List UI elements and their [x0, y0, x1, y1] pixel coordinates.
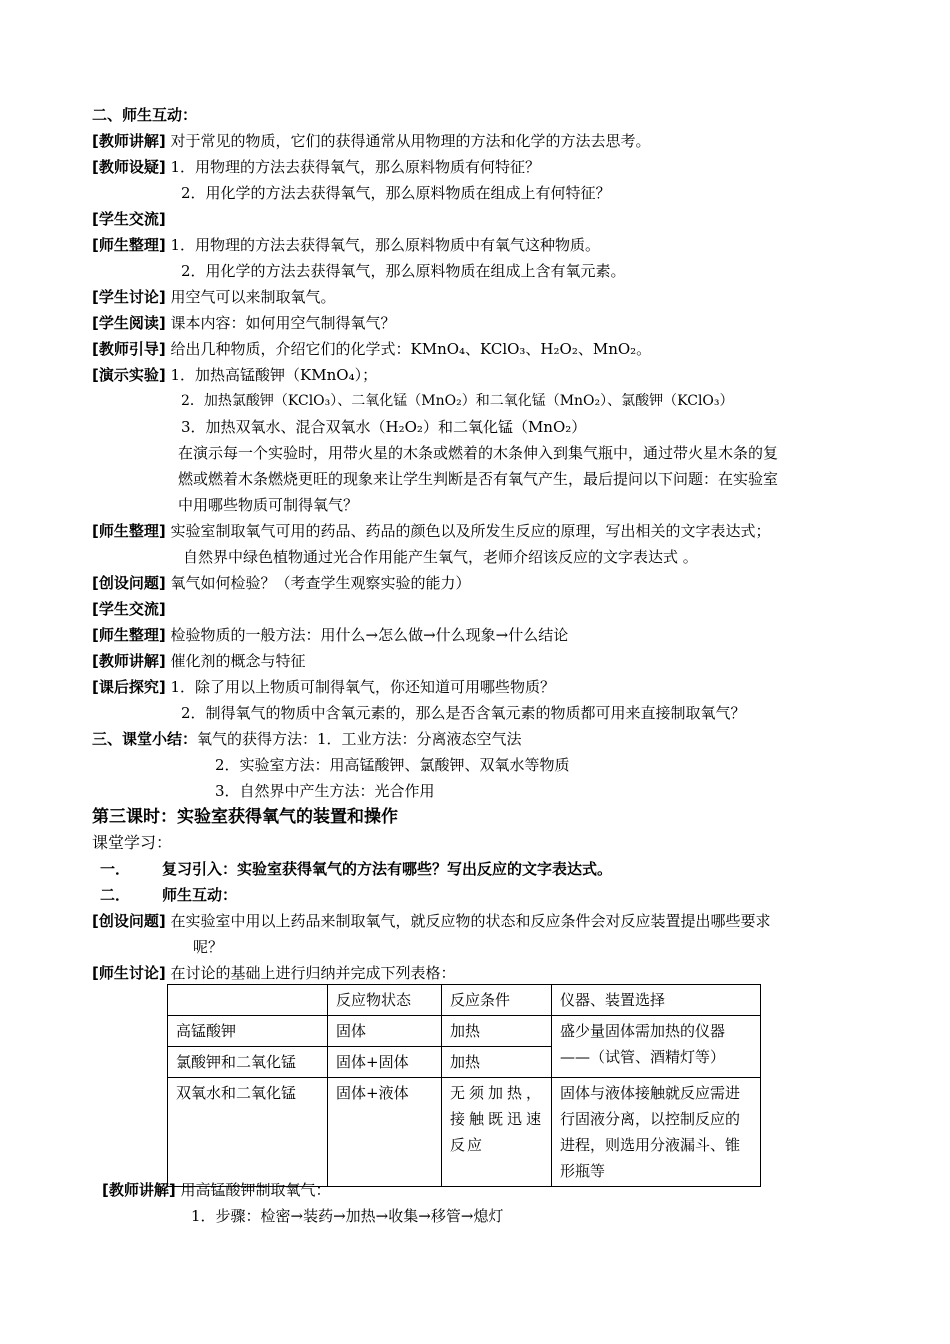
label-tag: [学生交流]: [92, 210, 166, 228]
paragraph-line: [92, 206, 166, 232]
line-text: 1．用物理的方法去获得氧气，那么原料物质中有氧气这种物质。: [170, 236, 601, 254]
paragraph-line: [178, 440, 778, 466]
paragraph-line: [92, 232, 600, 258]
label-tag: [教师讲解]: [92, 132, 166, 150]
table-cell: 加热: [442, 1016, 552, 1047]
paragraph-line: [181, 180, 611, 206]
line-text: 2．制得氧气的物质中含氧元素的，那么是否含氧元素的物质都可用来直接制取氧气？: [181, 704, 746, 722]
table-cell: 固体: [328, 1016, 442, 1047]
line-text: 给出几种物质，介绍它们的化学式：KMnO₄、KClO₃、H₂O₂、MnO₂。: [170, 340, 652, 358]
line-text: 在演示每一个实验时，用带火星的木条或燃着的木条伸入到集气瓶中，通过带火星木条的复: [178, 444, 779, 462]
line-text: 3．自然界中产生方法：光合作用: [215, 782, 435, 800]
paragraph-line: [183, 544, 698, 570]
table-cell: 高锰酸钾: [168, 1016, 328, 1047]
paragraph-line: [181, 258, 626, 284]
label-tag: [创设问题]: [92, 912, 166, 930]
paragraph-line: [92, 310, 396, 336]
paragraph-line: [92, 648, 306, 674]
paragraph-line: [92, 518, 771, 544]
table-row: [168, 1016, 761, 1047]
label-tag: [教师引导]: [92, 340, 166, 358]
line-text: 对于常见的物质，它们的获得通常从用物理的方法和化学的方法去思考。: [170, 132, 651, 150]
table-cell: 固体+液体: [328, 1078, 442, 1187]
paragraph-line: [191, 1203, 503, 1229]
line-text: 燃或燃着木条燃烧更旺的现象来让学生判断是否有氧气产生，最后提问以下问题：在实验室: [178, 470, 779, 488]
label-tag: [师生整理]: [92, 236, 166, 254]
line-text: 中用哪些物质可制得氧气？: [178, 496, 359, 514]
line-text: 氧气如何检验？（考查学生观察实验的能力）: [170, 574, 471, 592]
table-header-cell: 反应物状态: [328, 985, 442, 1016]
table-cell: 盛少量固体需加热的仪器——（试管、酒精灯等）: [552, 1016, 761, 1078]
line-text: 在实验室中用以上药品来制取氧气，就反应物的状态和反应条件会对反应装置提出哪些要求: [170, 912, 771, 930]
table-cell: 无须加热，接触既迅速反应: [442, 1078, 552, 1187]
label-tag: [学生交流]: [92, 600, 166, 618]
table-cell: 氯酸钾和二氧化锰: [168, 1047, 328, 1078]
label-tag: [课后探究]: [92, 678, 166, 696]
paragraph-line: [215, 778, 435, 804]
label-tag: [学生阅读]: [92, 314, 166, 332]
paragraph-line: [92, 336, 651, 362]
line-text: 复习引入：实验室获得氧气的方法有哪些？写出反应的文字表达式。: [162, 860, 613, 878]
table-header-cell: 反应条件: [442, 985, 552, 1016]
table-header-row: [168, 985, 761, 1016]
outline-item: [100, 882, 237, 908]
paragraph-line: [215, 752, 570, 778]
label-tag: [师生讨论]: [92, 964, 166, 982]
table-header-cell: [168, 985, 328, 1016]
label-tag: [教师讲解]: [102, 1181, 176, 1199]
line-text: 2．用化学的方法去获得氧气，那么原料物质在组成上含有氧元素。: [181, 262, 626, 280]
table-cell: 固体与液体接触就反应需进行固液分离，以控制反应的进程，则选用分液漏斗、锥形瓶等: [552, 1078, 761, 1187]
line-text: 氧气的获得方法：1．工业方法：分离液态空气法: [197, 730, 522, 748]
line-text: 1．除了用以上物质可制得氧气，你还知道可用哪些物质？: [170, 678, 556, 696]
line-text: 2．实验室方法：用高锰酸钾、氯酸钾、双氧水等物质: [215, 756, 570, 774]
line-text: 检验物质的一般方法：用什么→怎么做→什么现象→什么结论: [170, 626, 569, 644]
table-header-cell: 仪器、装置选择: [552, 985, 761, 1016]
paragraph-line: [92, 674, 555, 700]
line-text: 呢？: [193, 938, 224, 956]
table-cell: 加热: [442, 1047, 552, 1078]
paragraph-line: [181, 388, 734, 414]
line-text: 在讨论的基础上进行归纳并完成下列表格：: [170, 964, 456, 982]
line-text: 用高锰酸钾制取氧气：: [180, 1181, 331, 1199]
section-heading: 二、师生互动：: [92, 106, 198, 124]
line-text: 2．加热氯酸钾（KClO₃）、二氧化锰（MnO₂）和二氧化锰（MnO₂）、氯酸钾（KClO₃）: [181, 393, 734, 409]
line-text: 1．加热高锰酸钾（KMnO₄）；: [170, 366, 378, 384]
paragraph-line: [178, 492, 358, 518]
label-tag: 三、课堂小结：: [92, 730, 198, 748]
paragraph-line: [181, 700, 746, 726]
label-tag: [教师设疑]: [92, 158, 166, 176]
label-tag: [师生整理]: [92, 522, 166, 540]
paragraph-line: [181, 414, 586, 440]
table-row: [168, 1078, 761, 1187]
paragraph-line: [92, 960, 456, 986]
label-tag: [创设问题]: [92, 574, 166, 592]
label-tag: [学生讨论]: [92, 288, 166, 306]
paragraph-line: [92, 570, 471, 596]
paragraph-line: [92, 284, 336, 310]
paragraph-line: [92, 154, 540, 180]
paragraph-line: [102, 1177, 331, 1203]
paragraph-line: [92, 596, 166, 622]
paragraph-line: [92, 128, 651, 154]
table-cell: 双氧水和二氧化锰: [168, 1078, 328, 1187]
line-text: 课本内容：如何用空气制得氧气？: [170, 314, 396, 332]
label-tag: [教师讲解]: [92, 652, 166, 670]
label-tag: [师生整理]: [92, 626, 166, 644]
line-text: 2．用化学的方法去获得氧气，那么原料物质在组成上有何特征？: [181, 184, 611, 202]
line-text: 用空气可以来制取氧气。: [170, 288, 336, 306]
paragraph-line: [92, 362, 377, 388]
paragraph-line: [92, 622, 568, 648]
line-text: 催化剂的概念与特征: [170, 652, 306, 670]
outline-number: 二．: [100, 886, 131, 904]
line-text: 实验室制取氧气可用的药品、药品的颜色以及所发生反应的原理，写出相关的文字表达式；: [170, 522, 771, 540]
paragraph-line: [92, 908, 771, 934]
paragraph-line: [92, 726, 522, 752]
paragraph-line: [193, 934, 223, 960]
subsection-heading: 课堂学习：: [92, 833, 173, 852]
label-tag: [演示实验]: [92, 366, 166, 384]
line-text: 3．加热双氧水、混合双氧水（H₂O₂）和二氧化锰（MnO₂）: [181, 418, 587, 436]
line-text: 师生互动：: [162, 886, 238, 904]
line-text: 1．用物理的方法去获得氧气，那么原料物质有何特征？: [170, 158, 541, 176]
lesson-title: 第三课时：实验室获得氧气的装置和操作: [92, 807, 398, 827]
summary-table: [167, 984, 761, 1187]
outline-number: 一．: [100, 860, 131, 878]
paragraph-line: [178, 466, 778, 492]
table-cell: 固体+固体: [328, 1047, 442, 1078]
line-text: 自然界中绿色植物通过光合作用能产生氧气，老师介绍该反应的文字表达式 。: [183, 548, 698, 566]
line-text: 1．步骤：检密→装药→加热→收集→移管→熄灯: [191, 1207, 504, 1225]
outline-item: [100, 856, 612, 882]
